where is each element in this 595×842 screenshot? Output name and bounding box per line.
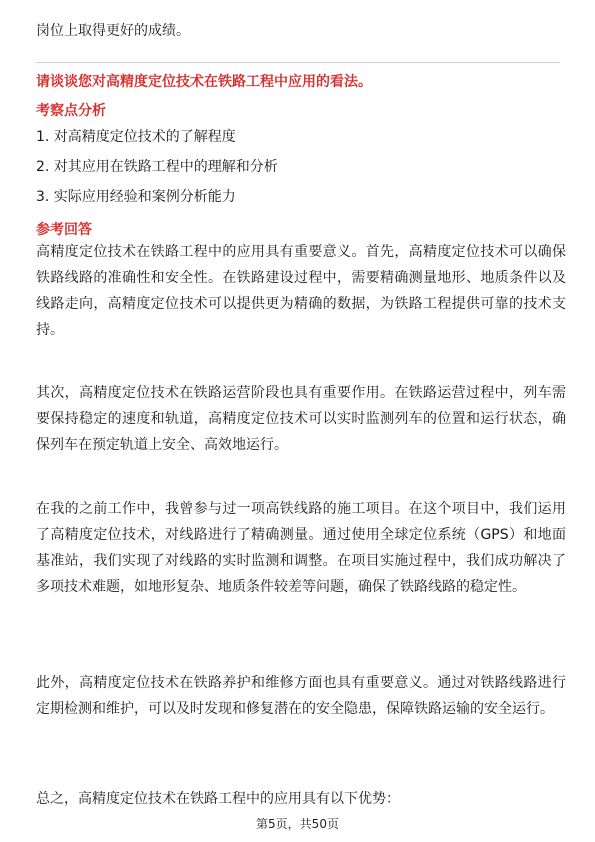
answer-paragraph: 其次，高精度定位技术在铁路运营阶段也具有重要作用。在铁路运营过程中，列车需要保持稳定的速度和轨道，高精度定位技术可以实时监测列车的位置和运行状态，确保列车在预定轨道上安全、高效地运行。 xyxy=(36,385,566,453)
analysis-item: 2. 对其应用在铁路工程中的理解和分析 xyxy=(36,159,278,175)
page-number: 第5页，共50页 xyxy=(256,817,339,831)
section-divider xyxy=(36,62,560,63)
analysis-item: 1. 对高精度定位技术的了解程度 xyxy=(36,129,236,145)
answer-heading: 参考回答 xyxy=(36,222,92,238)
answer-paragraph: 高精度定位技术在铁路工程中的应用具有重要意义。首先，高精度定位技术可以确保铁路线路的准确性和安全性。在铁路建设过程中，需要精确测量地形、地质条件以及线路走向，高精度定位技术可以提供更为精确的数据，为铁路工程提供可靠的技术支持。 xyxy=(36,244,566,338)
answer-paragraph: 在我的之前工作中，我曾参与过一项高铁线路的施工项目。在这个项目中，我们运用了高精度定位技术，对线路进行了精确测量。通过使用全球定位系统（GPS）和地面基准站，我们实现了对线路的实时监测和调整。在项目实施过程中，我们成功解决了多项技术难题，如地形复杂、地质条件较差等问题，确保了铁路线路的稳定性。 xyxy=(36,501,566,595)
answer-paragraph: 总之，高精度定位技术在铁路工程中的应用具有以下优势： xyxy=(36,791,400,807)
analysis-heading: 考察点分析 xyxy=(36,103,106,119)
question-heading: 请谈谈您对高精度定位技术在铁路工程中应用的看法。 xyxy=(36,74,372,90)
continued-text: 岗位上取得更好的成绩。 xyxy=(36,23,190,39)
analysis-item: 3. 实际应用经验和案例分析能力 xyxy=(36,189,236,205)
answer-paragraph: 此外，高精度定位技术在铁路养护和维修方面也具有重要意义。通过对铁路线路进行定期检测和维护，可以及时发现和修复潜在的安全隐患，保障铁路运输的安全运行。 xyxy=(36,675,566,717)
